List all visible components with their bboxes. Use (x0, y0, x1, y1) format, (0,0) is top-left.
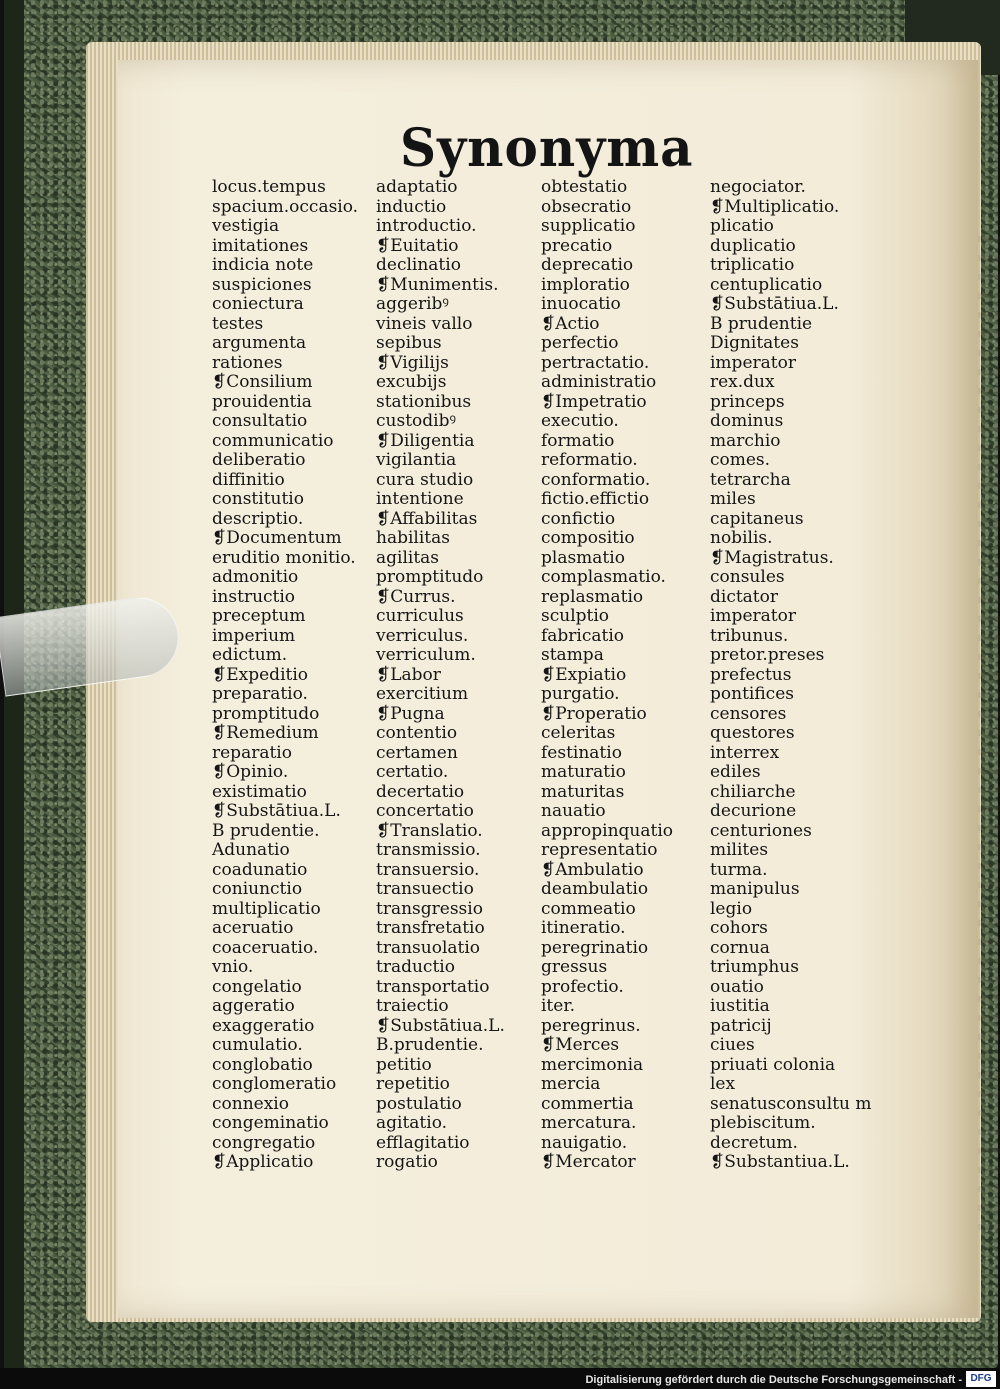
word-entry: fabricatio (541, 625, 625, 646)
footer-bar (0, 1368, 1000, 1389)
word-entry: questores (710, 723, 795, 743)
word-entry: transuectio (376, 879, 474, 899)
word-entry: supplicatio (541, 216, 636, 236)
word-entry: ❡Munimentis. (376, 274, 499, 295)
word-entry: marchio (710, 430, 781, 451)
word-entry: ❡Substātiua.L. (376, 1015, 505, 1036)
word-entry: verriculum. (376, 645, 476, 665)
word-entry: commertia (541, 1093, 634, 1114)
word-entry: adaptatio (376, 177, 458, 197)
word-entry: cohors (710, 918, 768, 938)
word-entry: ❡Documentum (212, 528, 342, 548)
word-entry: confictio (541, 508, 616, 529)
word-entry: testes (212, 313, 264, 334)
word-entry: capitaneus (710, 508, 804, 529)
word-entry: B prudentie (710, 313, 813, 334)
word-entry: reparatio (212, 742, 292, 763)
word-column-3 (541, 178, 673, 1173)
word-entry: repetitio (376, 1074, 450, 1094)
word-entry: duplicatio (710, 235, 796, 256)
word-column-2 (376, 178, 505, 1173)
word-entry: excubijs (376, 372, 447, 392)
word-entry: ❡Remedium (212, 723, 319, 743)
word-entry: transuolatio (376, 937, 481, 958)
word-entry: edictum. (212, 645, 288, 665)
word-entry: imperator (710, 606, 796, 626)
word-entry: certamen (376, 742, 458, 763)
word-entry: ❡Opinio. (212, 762, 289, 782)
word-entry: ❡Mercator (541, 1152, 636, 1172)
word-entry: transportatio (376, 976, 490, 997)
word-entry: imitationes (212, 235, 309, 256)
word-entry: coniunctio (212, 879, 303, 899)
word-entry: festinatio (541, 742, 622, 763)
word-entry: inuocatio (541, 294, 621, 314)
word-entry: locus.tempus (212, 177, 326, 197)
word-entry: maturitas (541, 781, 625, 802)
word-entry: inductio (376, 196, 447, 217)
word-entry: iter. (541, 996, 575, 1016)
word-entry: comes. (710, 450, 771, 470)
word-entry: complasmatio. (541, 567, 666, 587)
word-entry: appropinquatio (541, 820, 673, 841)
word-entry: exercitium (376, 684, 469, 704)
word-entry: introductio. (376, 216, 477, 236)
word-entry: custodibꝰ (376, 411, 456, 431)
word-entry: preceptum (212, 606, 306, 626)
word-column-4 (710, 178, 872, 1173)
word-entry: stationibus (376, 391, 472, 412)
word-entry: purgatio. (541, 684, 620, 704)
word-entry: postulatio (376, 1093, 462, 1114)
word-entry: vineis vallo (376, 313, 473, 334)
word-entry: ❡Affabilitas (376, 508, 478, 529)
word-entry: deambulatio (541, 879, 649, 899)
word-entry: communicatio (212, 430, 334, 451)
word-entry: stampa (541, 645, 604, 665)
word-entry: traductio (376, 957, 455, 977)
word-entry: transfretatio (376, 918, 485, 938)
word-entry: celeritas (541, 723, 616, 743)
word-entry: imperium (212, 625, 296, 646)
word-entry: senatusconsultu m (710, 1093, 872, 1114)
word-entry: precatio (541, 235, 613, 256)
word-entry: Adunatio (212, 840, 290, 860)
word-entry: centuplicatio (710, 274, 823, 295)
word-entry: reformatio. (541, 450, 638, 470)
word-entry: sculptio (541, 606, 610, 626)
word-entry: certatio. (376, 762, 449, 782)
word-entry: spacium.occasio. (212, 196, 359, 217)
word-entry: suspiciones (212, 274, 312, 295)
word-entry: preparatio. (212, 684, 308, 704)
word-entry: tribunus. (710, 625, 789, 646)
word-entry: centuriones (710, 820, 812, 841)
word-entry: admonitio (212, 567, 299, 587)
word-entry: coaceruatio. (212, 937, 319, 958)
word-entry: declinatio (376, 255, 461, 275)
word-entry: traiectio (376, 996, 449, 1016)
word-entry: prouidentia (212, 391, 312, 412)
word-entry: ❡Euitatio (376, 235, 459, 256)
word-entry: eruditio monitio. (212, 547, 356, 568)
word-entry: ❡Translatio. (376, 820, 483, 841)
word-entry: transmissio. (376, 840, 481, 860)
word-entry: multiplicatio (212, 898, 321, 919)
word-entry: descriptio. (212, 508, 304, 529)
word-entry: rex.dux (710, 372, 775, 392)
word-entry: cumulatio. (212, 1035, 303, 1055)
word-entry: dominus (710, 411, 784, 431)
word-entry: dictator (710, 586, 778, 607)
word-entry: formatio (541, 430, 615, 451)
word-entry: vigilantia (376, 450, 457, 470)
word-entry: vestigia (212, 216, 280, 236)
word-entry: efflagitatio (376, 1132, 470, 1153)
word-entry: concertatio (376, 801, 474, 821)
word-entry: deliberatio (212, 450, 306, 470)
word-entry: ❡Currus. (376, 586, 456, 607)
word-entry: ouatio (710, 976, 764, 997)
word-entry: replasmatio (541, 586, 644, 607)
word-entry: B prudentie. (212, 820, 320, 841)
word-entry: exaggeratio (212, 1015, 315, 1036)
word-entry: agilitas (376, 547, 440, 568)
word-entry: conglomeratio (212, 1074, 337, 1094)
word-column-1 (212, 178, 358, 1173)
word-entry: instructio (212, 586, 296, 607)
word-entry: cornua (710, 937, 770, 958)
word-entry: manipulus (710, 879, 800, 899)
word-entry: vnio. (212, 957, 254, 977)
word-entry: chiliarche (710, 781, 796, 802)
word-entry: interrex (710, 742, 780, 763)
word-entry: imperator (710, 352, 796, 373)
word-entry: priuati colonia (710, 1054, 836, 1075)
word-entry: indicia note (212, 255, 314, 275)
word-entry: transuersio. (376, 859, 480, 880)
word-entry: rationes (212, 352, 283, 373)
word-entry: profectio. (541, 976, 624, 997)
word-entry: ❡Ambulatio (541, 859, 644, 880)
word-entry: imploratio (541, 274, 630, 295)
word-entry: ❡Applicatio (212, 1152, 314, 1172)
word-entry: legio (710, 898, 753, 919)
word-entry: existimatio (212, 781, 307, 802)
word-entry: ❡Expiatio (541, 664, 627, 685)
word-entry: obsecratio (541, 196, 632, 217)
word-entry: turma. (710, 859, 768, 880)
word-entry: maturatio (541, 762, 626, 782)
word-entry: congeminatio (212, 1113, 329, 1133)
word-entry: ❡Impetratio (541, 391, 647, 412)
word-entry: ❡Magistratus. (710, 547, 834, 568)
word-entry: censores (710, 703, 787, 724)
word-entry: peregrinus. (541, 1015, 641, 1036)
word-entry: pretor.preses (710, 645, 825, 665)
word-entry: constitutio (212, 489, 304, 509)
word-entry: obtestatio (541, 177, 628, 197)
word-entry: pontifices (710, 684, 794, 704)
word-entry: plicatio (710, 216, 774, 236)
word-entry: connexio (212, 1093, 289, 1114)
word-entry: aceruatio (212, 918, 294, 938)
word-entry: mercimonia (541, 1054, 644, 1075)
word-entry: ❡Substātiua.L. (710, 294, 839, 314)
word-entry: sepibus (376, 333, 442, 353)
word-entry: mercatura. (541, 1113, 637, 1133)
word-entry: milites (710, 840, 769, 860)
word-entry: rogatio (376, 1152, 438, 1172)
word-entry: argumenta (212, 333, 307, 353)
word-entry: ❡Expeditio (212, 664, 309, 685)
word-entry: coadunatio (212, 859, 308, 880)
word-entry: cura studio (376, 469, 474, 490)
word-entry: perfectio (541, 333, 619, 353)
word-entry: congregatio (212, 1132, 316, 1153)
word-entry: triumphus (710, 957, 799, 977)
word-entry: ❡Vigilijs (376, 352, 449, 373)
word-entry: ediles (710, 762, 761, 782)
word-entry: patricij (710, 1015, 772, 1036)
show-through (978, 230, 1000, 1230)
word-entry: representatio (541, 840, 658, 860)
word-entry: lex (710, 1074, 736, 1094)
word-entry: curriculus (376, 606, 464, 626)
word-entry: aggeratio (212, 996, 295, 1016)
word-entry: ❡Labor (376, 664, 441, 685)
word-entry: contentio (376, 723, 458, 743)
word-entry: intentione (376, 489, 464, 509)
word-entry: ❡Properatio (541, 703, 647, 724)
word-entry: transgressio (376, 898, 483, 919)
word-entry: ❡Pugna (376, 703, 445, 724)
word-entry: plebiscitum. (710, 1113, 816, 1133)
footer-credit: Digitalisierung gefördert durch die Deutsche Forschungsgemeinschaft - (585, 1374, 962, 1386)
word-entry: agitatio. (376, 1113, 448, 1133)
word-entry: nobilis. (710, 528, 773, 548)
word-entry: nauatio (541, 801, 606, 821)
word-entry: Dignitates (710, 333, 799, 353)
word-entry: deprecatio (541, 255, 634, 275)
word-entry: promptitudo (376, 567, 484, 587)
word-entry: ❡Actio (541, 313, 600, 334)
word-entry: conglobatio (212, 1054, 313, 1075)
word-entry: ❡Substātiua.L. (212, 801, 341, 821)
word-entry: pertractatio. (541, 352, 650, 373)
word-entry: executio. (541, 411, 619, 431)
word-entry: aggeribꝰ (376, 294, 449, 314)
word-entry: ❡Multiplicatio. (710, 196, 840, 217)
word-entry: tetrarcha (710, 469, 791, 490)
page-title: Synonyma (400, 116, 694, 179)
word-entry: consultatio (212, 411, 308, 431)
word-entry: conformatio. (541, 469, 651, 490)
word-entry: coniectura (212, 294, 304, 314)
word-entry: fictio.effictio (541, 489, 650, 509)
word-entry: habilitas (376, 528, 450, 548)
word-entry: peregrinatio (541, 937, 649, 958)
word-entry: consules (710, 567, 785, 587)
word-entry: prefectus (710, 664, 792, 685)
word-entry: princeps (710, 391, 785, 412)
word-entry: administratio (541, 372, 657, 392)
word-entry: ❡Substantiua.L. (710, 1152, 850, 1172)
word-entry: diffinitio (212, 469, 285, 490)
word-entry: ❡Diligentia (376, 430, 475, 451)
word-entry: iustitia (710, 996, 770, 1016)
word-entry: decretum. (710, 1132, 798, 1153)
word-entry: plasmatio (541, 547, 625, 568)
word-entry: congelatio (212, 976, 302, 997)
word-entry: nauigatio. (541, 1132, 628, 1153)
word-entry: ❡Merces (541, 1035, 620, 1055)
word-entry: gressus (541, 957, 608, 977)
word-entry: miles (710, 489, 756, 509)
word-entry: verriculus. (376, 625, 469, 646)
word-entry: triplicatio (710, 255, 795, 275)
dfg-logo: DFG (966, 1371, 996, 1387)
word-entry: commeatio (541, 898, 636, 919)
word-entry: compositio (541, 528, 635, 548)
word-entry: negociator. (710, 177, 806, 197)
word-entry: promptitudo (212, 703, 320, 724)
word-entry: decertatio (376, 781, 465, 802)
word-entry: B.prudentie. (376, 1035, 484, 1055)
word-entry: ❡Consilium (212, 372, 313, 392)
word-entry: mercia (541, 1074, 601, 1094)
word-entry: itineratio. (541, 918, 626, 938)
word-entry: petitio (376, 1054, 432, 1075)
word-entry: decurione (710, 801, 797, 821)
word-entry: ciues (710, 1035, 755, 1055)
